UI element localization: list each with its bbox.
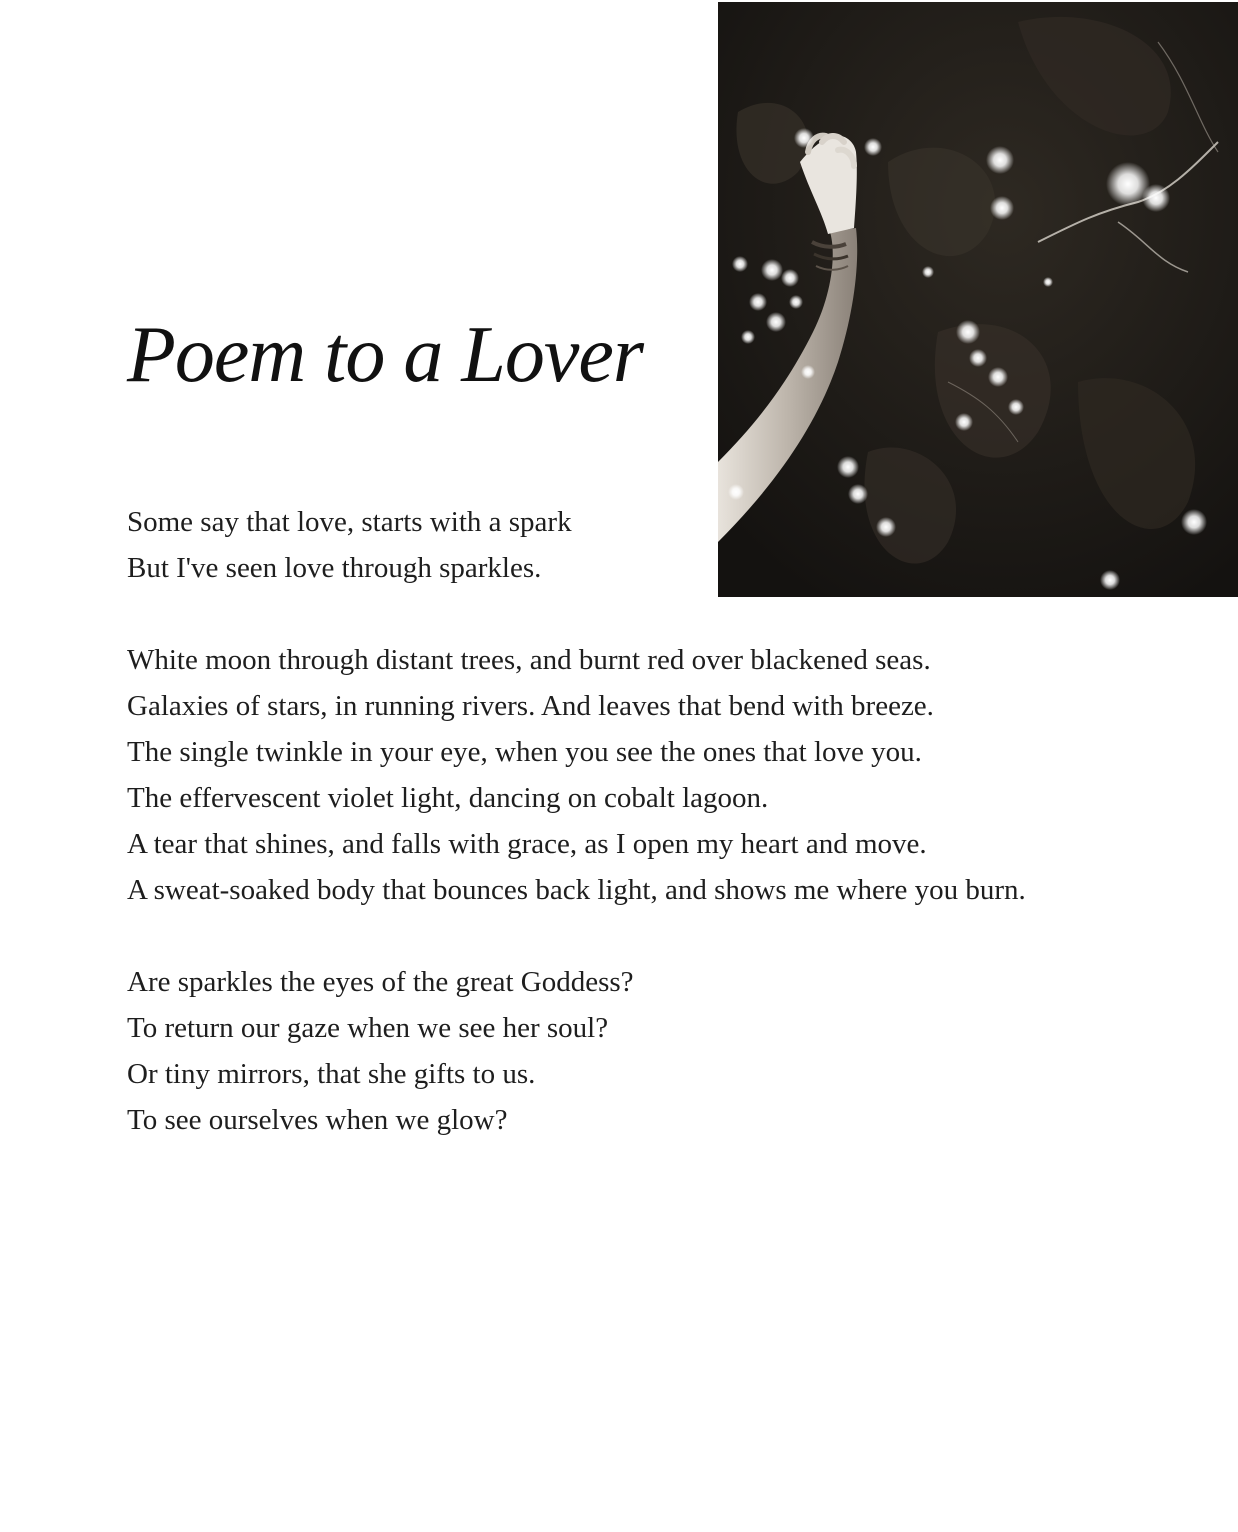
poem-line: White moon through distant trees, and burnt red over blackened seas. — [127, 644, 931, 676]
poem-line: Galaxies of stars, in running rivers. And leaves that bend with breeze. — [127, 690, 934, 722]
stanza-3 — [127, 959, 634, 1143]
night-water-sparkles-photo — [718, 2, 1238, 597]
stanza-1 — [127, 499, 572, 591]
poem-line: A tear that shines, and falls with grace, as I open my heart and move. — [127, 828, 927, 860]
poem-line: Are sparkles the eyes of the great Goddess? — [127, 966, 634, 998]
poem-line: Some say that love, starts with a spark — [127, 506, 572, 538]
stanza-2 — [127, 637, 1026, 913]
poem-line: A sweat-soaked body that bounces back light, and shows me where you burn. — [127, 874, 1026, 906]
poem-line: The single twinkle in your eye, when you see the ones that love you. — [127, 736, 922, 768]
poem-title: Poem to a Lover — [127, 311, 644, 399]
poem-line: The effervescent violet light, dancing on cobalt lagoon. — [127, 782, 769, 814]
poem-line: But I've seen love through sparkles. — [127, 552, 542, 584]
poem-line: To return our gaze when we see her soul? — [127, 1012, 609, 1044]
poem-line: To see ourselves when we glow? — [127, 1104, 508, 1136]
poem-line: Or tiny mirrors, that she gifts to us. — [127, 1058, 536, 1090]
